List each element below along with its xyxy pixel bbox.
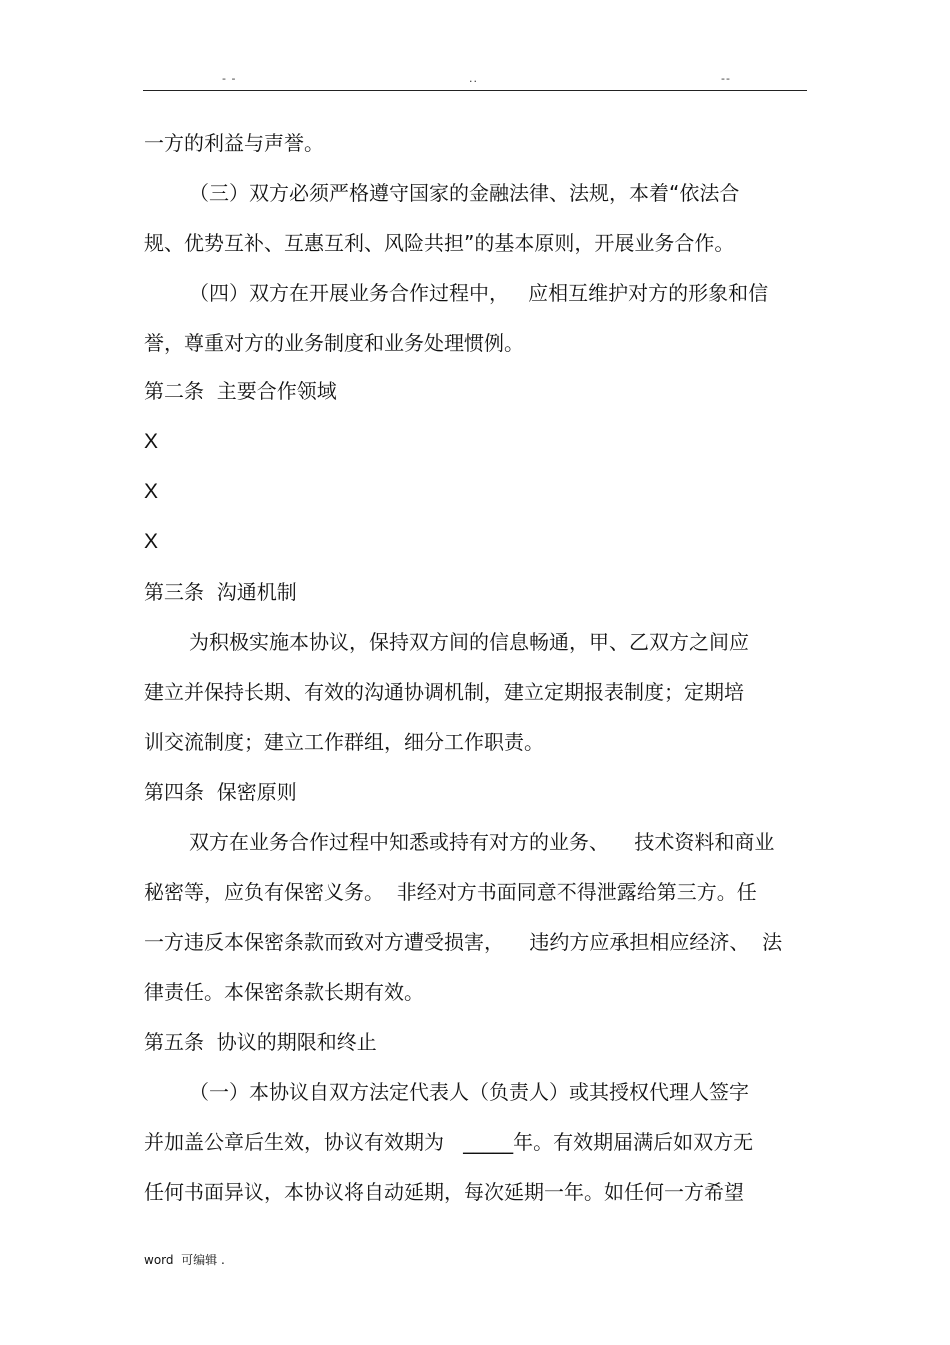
body-line: 并加盖公章后生效，协议有效期为 _____年。有效期届满后如双方无 [144, 1130, 754, 1154]
header-mark-right: -- [721, 72, 731, 85]
header-rule [143, 90, 807, 91]
body-line: 规、优势互补、互惠互利、风险共担”的基本原则，开展业务合作。 [144, 231, 735, 255]
body-line: 誉，尊重对方的业务制度和业务处理惯例。 [144, 331, 524, 355]
body-line: 任何书面异议，本协议将自动延期，每次延期一年。如任何一方希望 [144, 1180, 744, 1204]
placeholder-item: X [144, 530, 159, 553]
body-line: 建立并保持长期、有效的沟通协调机制，建立定期报表制度；定期培 [144, 680, 744, 704]
body-line: 一方违反本保密条款而致对方遭受损害， 违约方应承担相应经济、 法 [144, 930, 783, 954]
body-line: 秘密等，应负有保密义务。 非经对方书面同意不得泄露给第三方。任 [144, 880, 757, 904]
placeholder-item: X [144, 480, 159, 503]
section-heading: 第三条 沟通机制 [144, 580, 297, 604]
header-mark-left: - - [222, 72, 237, 85]
placeholder-item: X [144, 430, 159, 453]
body-line: （三）双方必须严格遵守国家的金融法律、法规，本着“依法合 [189, 181, 740, 205]
body-line: 律责任。本保密条款长期有效。 [144, 980, 424, 1004]
body-line: （四）双方在开展业务合作过程中， 应相互维护对方的形象和信 [189, 281, 769, 305]
body-line: 双方在业务合作过程中知悉或持有对方的业务、 技术资料和商业 [189, 830, 775, 854]
body-line: 训交流制度；建立工作群组，细分工作职责。 [144, 730, 544, 754]
body-line: 一方的利益与声誉。 [144, 131, 324, 155]
section-heading: 第四条 保密原则 [144, 780, 297, 804]
section-heading: 第二条 主要合作领域 [144, 379, 337, 403]
page-footer: word 可编辑 . [144, 1253, 225, 1267]
body-line: （一）本协议自双方法定代表人（负责人）或其授权代理人签字 [189, 1080, 749, 1104]
header-mark-center: .. [469, 72, 478, 85]
body-line: 为积极实施本协议，保持双方间的信息畅通，甲、乙双方之间应 [189, 630, 749, 654]
section-heading: 第五条 协议的期限和终止 [144, 1030, 377, 1054]
